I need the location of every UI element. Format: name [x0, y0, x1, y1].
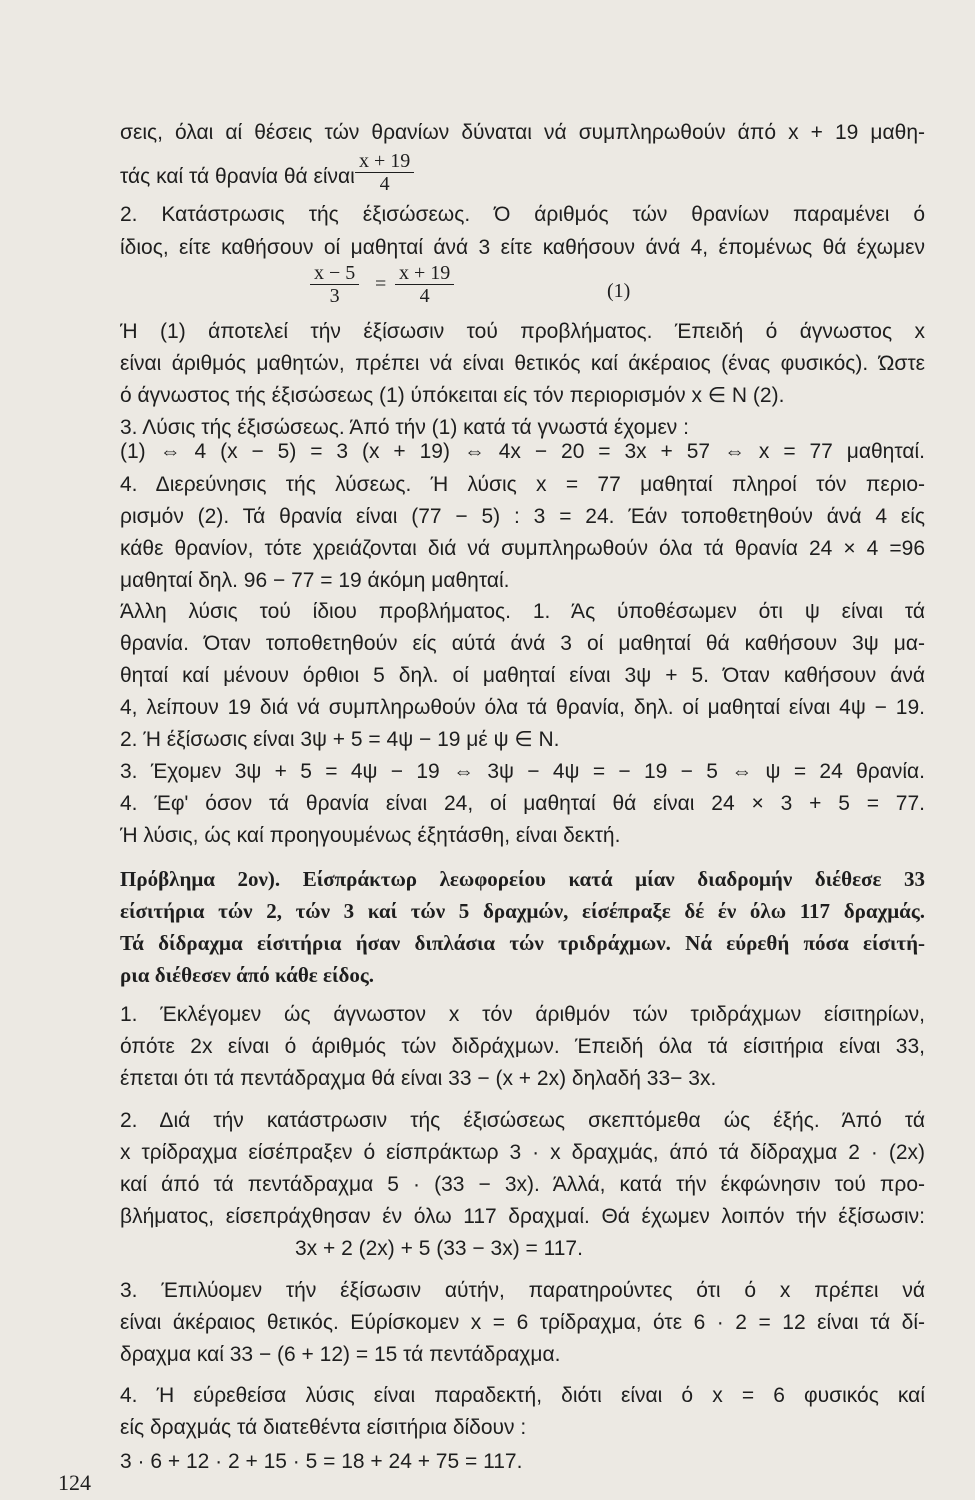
text-line: σεις, όλαι αί θέσεις τών θρανίων δύναται νά συμπληρωθούν άπό x + 19 μαθη-	[120, 121, 925, 144]
text-line: (1) ⇔ 4 (x − 5) = 3 (x + 19) ⇔ 4x − 20 = 3x + 57 ⇔ x = 77 μαθηταί.	[120, 440, 925, 463]
text-line: όπότε 2x είναι ό άριθμός τών διδράχμων. Έπειδή όλα τά είσιτήρια είναι 33,	[120, 1035, 925, 1058]
text-line: Ή (1) άποτελεί τήν έξίσωσιν τού προβλήματος. Έπειδή ό άγνωστος x	[120, 320, 925, 343]
text-line: x τρίδραχμα είσέπραξεν ό είσπράκτωρ 3 · x δραχμάς, άπό τά δίδραχμα 2 · (2x)	[120, 1141, 925, 1164]
equals-sign: =	[375, 273, 387, 295]
text-line: 4. Διερεύνησις τής λύσεως. Ή λύσις x = 77 μαθηταί πληροί τόν περιο-	[120, 473, 925, 496]
text-line: 3. Έπιλύομεν τήν έξίσωσιν αύτήν, παρατηρούντες ότι ό x πρέπει νά	[120, 1279, 925, 1302]
text-line: ό άγνωστος τής έξισώσεως (1) ύπόκειται είς τόν περιορισμόν x ∈ N (2).	[120, 384, 785, 407]
fraction-denominator: 4	[419, 285, 430, 307]
text-line: κάθε θρανίον, τότε χρειάζονται διά νά συμπληρωθούν όλα τά θρανία 24 × 4 =96	[120, 537, 925, 560]
equation-left-fraction	[310, 262, 359, 307]
text-line: ρισμόν (2). Τά θρανία είναι (77 − 5) : 3 = 24. Έάν τοποθετηθούν άνά 4 είς	[120, 505, 925, 528]
text-line: καί άπό τά πεντάδραχμα 5 · (33 − 3x). Άλλά, κατά τήν έκφώνησιν τού προ-	[120, 1173, 925, 1196]
fraction-numerator: x − 5	[310, 262, 359, 285]
text-line: 1. Έκλέγομεν ώς άγνωστον x τόν άριθμόν τών τριδράχμων είσιτηρίων,	[120, 1003, 925, 1026]
problem-text-line: Τά δίδραχμα είσιτήρια ήσαν διπλάσια τών τριδράχμων. Νά εύρεθή πόσα είσιτή-	[120, 931, 925, 955]
text-line: 2. Διά τήν κατάστρωσιν τής έξισώσεως σκεπτόμεθα ώς έξής. Άπό τά	[120, 1109, 925, 1132]
problem-text-line: είσιτήρια τών 2, τών 3 καί τών 5 δραχμών, είσέπραξε δέ έν όλω 117 δραχμάς.	[120, 899, 925, 923]
text-line: ίδιος, είτε καθήσουν οί μαθηταί άνά 3 είτε καθήσουν άνά 4, έπομένως θά έχωμεν	[120, 236, 925, 259]
text-line: έπεται ότι τά πεντάδραχμα θά είναι 33 − (x + 2x) δηλαδή 33− 3x.	[120, 1067, 717, 1090]
text-line: τάς καί τά θρανία θά είναι	[120, 165, 355, 188]
text-line: 4. Ή εύρεθείσα λύσις είναι παραδεκτή, διότι είναι ό x = 6 φυσικός καί	[120, 1384, 925, 1407]
text-line: 3. Έχομεν 3ψ + 5 = 4ψ − 19 ⇔ 3ψ − 4ψ = − 19 − 5 ⇔ ψ = 24 θρανία.	[120, 760, 925, 783]
equation-line: 3 · 6 + 12 · 2 + 15 · 5 = 18 + 24 + 75 = 117.	[120, 1450, 523, 1473]
text-line: θρανία. Όταν τοποθετηθούν είς αύτά άνά 3 οί μαθηταί θά καθήσουν 3ψ μα-	[120, 632, 925, 655]
text-line: βλήματος, είσεπράχθησαν έν όλω 117 δραχμαί. Θά έχωμεν λοιπόν τήν έξίσωσιν:	[120, 1205, 925, 1228]
text-line: είναι άριθμός μαθητών, πρέπει νά είναι θετικός καί άκέραιος (ένας φυσικός). Ώστε	[120, 352, 925, 375]
text-line: είς δραχμάς τά διατεθέντα είσιτήρια δίδουν :	[120, 1416, 527, 1439]
fraction-numerator: x + 19	[395, 262, 454, 285]
page-number: 124	[58, 1470, 91, 1495]
equation-label: (1)	[607, 280, 631, 302]
text-line: 2. Ή έξίσωσις είναι 3ψ + 5 = 4ψ − 19 μέ ψ ∈ N.	[120, 728, 560, 751]
text-line: δραχμα καί 33 − (6 + 12) = 15 τά πεντάδραχμα.	[120, 1343, 561, 1366]
text-line: 3. Λύσις τής έξισώσεως. Άπό τήν (1) κατά τά γνωστά έχομεν :	[120, 416, 689, 439]
text-line: 4. Έφ' όσον τά θρανία είναι 24, οί μαθηταί θά είναι 24 × 3 + 5 = 77.	[120, 792, 925, 815]
text-line: είναι άκέραιος θετικός. Εύρίσκομεν x = 6 τρίδραχμα, ότε 6 · 2 = 12 είναι τά δί-	[120, 1311, 925, 1334]
text-line: Ή λύσις, ώς καί προηγουμένως έξητάσθη, είναι δεκτή.	[120, 824, 621, 847]
text-line: 4, λείπουν 19 διά νά συμπληρωθούν όλα τά θρανία, δηλ. οί μαθηταί είναι 4ψ − 19.	[120, 696, 925, 719]
equation-line: 3x + 2 (2x) + 5 (33 − 3x) = 117.	[295, 1237, 583, 1260]
fraction-students-per-bench	[355, 150, 414, 195]
fraction-denominator: 4	[379, 173, 390, 195]
text-line: Άλλη λύσις τού ίδιου προβλήματος. 1. Άς ύποθέσωμεν ότι ψ είναι τά	[120, 600, 925, 623]
equation-right-fraction	[395, 262, 454, 307]
problem-text-line: ρια διέθεσεν άπό κάθε είδος.	[120, 963, 374, 987]
problem-heading: Πρόβλημα 2ον). Είσπράκτωρ λεωφορείου κατά μίαν διαδρομήν διέθεσε 33	[120, 867, 925, 891]
text-line: θηταί καί μένουν όρθιοι 5 δηλ. οί μαθηταί είναι 3ψ + 5. Όταν καθήσουν άνά	[120, 664, 925, 687]
text-line: μαθηταί δηλ. 96 − 77 = 19 άκόμη μαθηταί.	[120, 569, 510, 592]
fraction-numerator: x + 19	[355, 150, 414, 173]
fraction-denominator: 3	[329, 285, 340, 307]
text-line: 2. Κατάστρωσις τής έξισώσεως. Ό άριθμός τών θρανίων παραμένει ό	[120, 203, 925, 226]
